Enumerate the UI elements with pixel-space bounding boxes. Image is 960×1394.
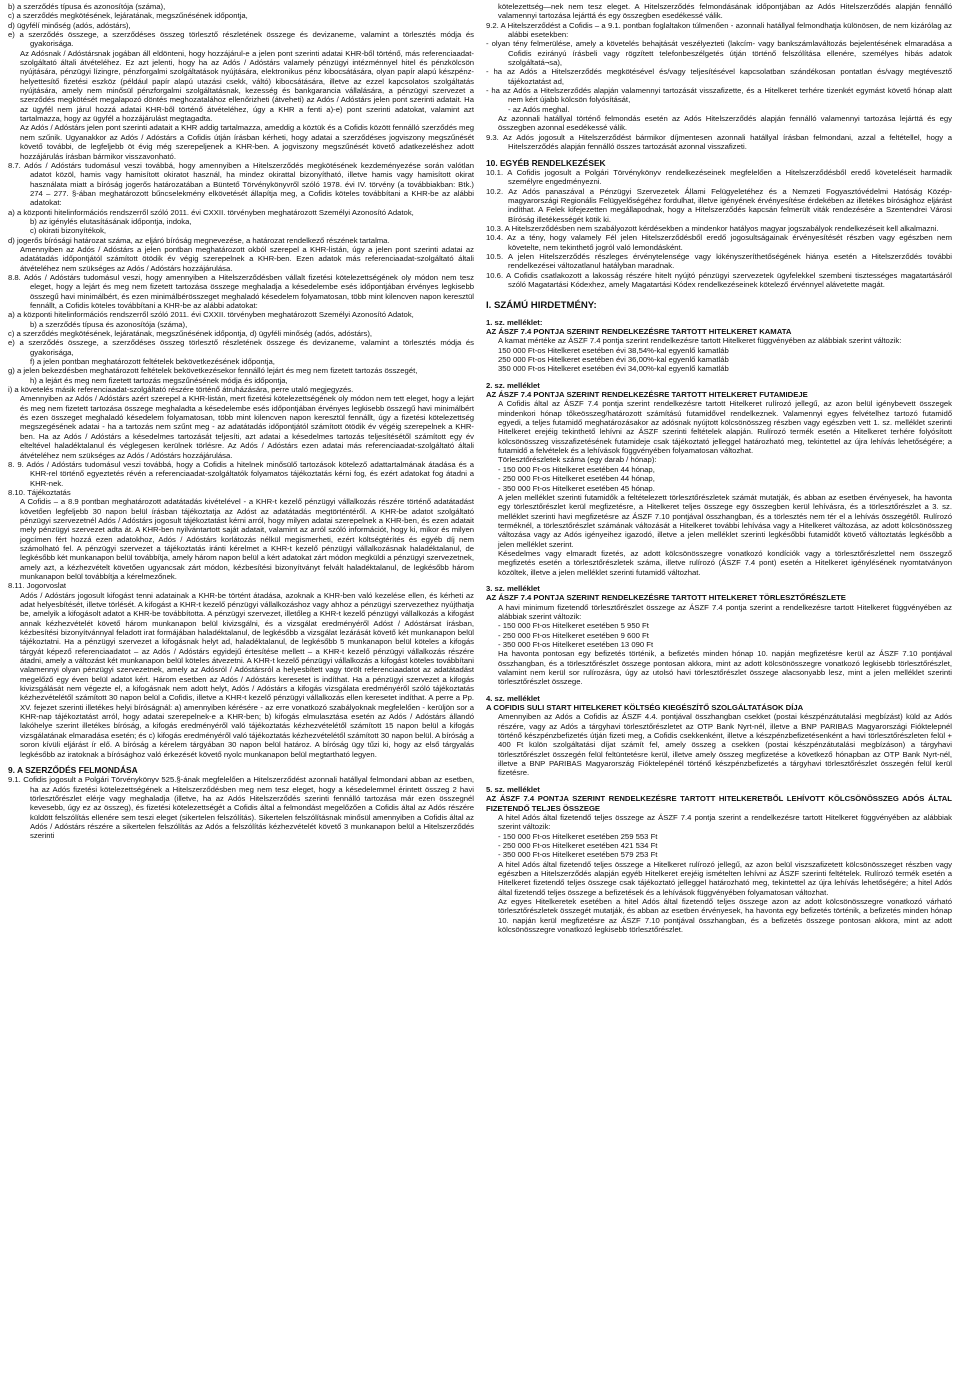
paragraph: Az egyes Hitelkeretek esetében a hitel Adós által fizetendő teljes összege azon az adott kölcsönösszegre vonatkozó várható törlesztőrészletek összegét mutatják, és abban az esetben érvényesek, ha havonta egy befizetés történik, a befizetés minden hónap 10. napján kerül megfizetésre az ÁSZF 7.10 pontjával összhangban, és a befizetés összege pontosan akkora, mint az adott kölcsönösszegre vonatkozó legkisebb törlesztőrészlet. [498,896,952,934]
paragraph: I. SZÁMÚ HIRDETMÉNY: [486,300,597,312]
paragraph: - ha az Adós a Hitelszerződés alapján valamennyi tartozását visszafizette, és a Hitelkeret terhére tizenkét egymást követő hónap alatt nem kért újabb kölcsön folyósítását, [486,86,952,105]
paragraph: - 250 000 Ft-os Hitelkeret esetében 44 hónap, [498,474,655,484]
paragraph: Késedelmes vagy elmaradt fizetés, az adott kölcsönösszegre vonatkozó kondíciók vagy a törlesztőrészlettel nem összegző megfizetés esetén a törlesztőrészletek száma, illetve rulírozó (ÁSZF 7.4 pont) esetén a Hitelkeret igénylésének nyomtatványon közöltek, illetve a jelen melléklet szerinti futamidő változhat. [498,548,952,577]
paragraph: AZ ÁSZF 7.4 PONTJA SZERINT RENDELKEZÉSRE TARTOTT HITELKERET TÖRLESZTŐRÉSZLETE [486,593,846,603]
paragraph: 8.8. Adós / Adóstárs tudomásul veszi, hogy amennyiben a Hitelszerződésben vállalt fizetési kötelezettségének oly módon nem tesz eleget, hogy a lejárt és meg nem fizetett tartozása összege meghaladja a késedelembe esés időpontjában érvényes legkisebb összegű havi minimálbért, és ezen minimálbérösszeget meghaladó késedelem folyamatosan, több mint kilencven napon keresztül fennállt, a Cofidis köteles továbbítani a KHR-be az alábbi adatokat: [8,272,474,310]
paragraph: 8. 9. Adós / Adóstárs tudomásul veszi továbbá, hogy a Cofidis a hitelnek minősülő tartozások kötelező adattartalmának átadása és a KHR-rel történő egyeztetés révén a referenciaadat-szolgáltatók folyamatos tájékoztatás kérni fog, és ezért adatokat fog átadni a KHR-nek. [8,459,474,488]
paragraph: 10.2. Az Adós panaszával a Pénzügyi Szervezetek Állami Felügyeletéhez és a Nemzeti Fogyasztóvédelmi Hatóság Közép-magyarországi Regionális Felügyelőségéhez fordulhat, illetve igényének érvényesítése érdekében az illetékes bírósághoz eljárást indíthat. A Felek kifejezetten megállapodnak, hogy a Hitelszerződés kapcsán felmerült viták rendezésére a Szentendrei Városi Bíróság illetékességét kötik ki. [486,186,952,224]
paragraph: c) okirati bizonyítékok, [30,226,107,236]
paragraph: 9. A SZERZŐDÉS FELMONDÁSA [8,764,138,775]
paragraph: - az Adós meghal. [508,104,570,114]
paragraph: 9.1. Cofidis jogosult a Polgári Törvénykönyv 525.§-ának megfelelően a Hitelszerződést azonnali hatállyal felmondani abban az esetben, ha az Adós fizetési kötelezettségének a Hitelszerződésben meg nem tesz eleget, hogy a késedelemmel érintett összeg 2 havi törlesztőrészlet elérje vagy meghaladja (illetve, ha az Adós Hitelszerződés szerinti fennálló tartozása már ezen összegnél kevesebb, úgy ez az összeg), és fizetési kötelezettségét a Cofidis által a felmondást megelőzően a Cofidis által az Adós részére küldött felszólítás ellenére sem teszi eleget (sikertelen felszólítás). Sikertelen felszólításnak minősül amennyiben a Cofidis által az Adós / Adóstárs részére a sikertelen felszólítás az Adós a felszólítás kézhezvételét követő 3 munkanapon belül a Hitelszerződés szerinti [8,775,474,841]
paragraph: a) a központi hitelinformációs rendszerről szóló 2011. évi CXXII. törvényben meghatározott Személyi Azonosító Adatok, [8,207,414,217]
paragraph: d) jogerős bírósági határozat száma, az eljáró bíróság megnevezése, a határozat rendelkező részének tartalma. [8,235,390,245]
paragraph: 8.10. Tájékoztatás [8,487,71,497]
paragraph: 350 000 Ft-os Hitelkeret esetében évi 34,00%-kal egyenlő kamatláb [498,364,729,374]
paragraph: 10.5. A jelen Hitelszerződés részleges érvénytelensége vagy kikényszeríthetőségének hiánya esetén a Hitelszerződés további rendelkezései változatlanul hatályban maradnak. [486,251,952,271]
left-column [8,2,474,1392]
paragraph: Az Adósnak / Adóstársnak jogában áll eldönteni, hogy hozzájárul-e a jelen pont szerinti adatai KHR-ből történő, más referenciaadat-szolgáltató általi átvételéhez. Ez azt jelenti, hogy ha az Adós / Adóstárs valamely pénzügyi intézménnyel hitel és pénzkölcsön nyújtására, pénzügyi lízingre, pénzforgalmi szolgáltatások nyújtására, elektronikus pénz kibocsátására, olyan papír alapú készpénz-helyettesítő fizetési eszköz (például papír alapú utazási csekk, váltó) kibocsátására, illetve az ezzel kapcsolatos szolgáltatás nyújtására, amely nem minősül pénzforgalmi szolgáltatásnak, kezesség és bankgarancia vállalására, a pénzügyi szervezet a szerződés megkötését megalapozó döntés meghozatalához ellenőrizheti (átveheti) az Adós / Adóstárs jelen pont szerinti adatait. Ha az ügyfél nem járul hozzá adatai KHR-ből történő átvételéhez, úgy a KHR a fenti a)-e) pont szerinti adatokat, valamint azt tartalmazza, hogy az ügyfél a hozzájárulást megtagadta. [20,48,474,124]
paragraph: c) a szerződés megkötésének, lejáratának, megszűnésének időpontja, d) ügyféli minőség (adós, adóstárs), [8,329,373,339]
paragraph: - 250 000 Ft-os Hitelkeret esetében 9 600 Ft [498,630,649,640]
paragraph: Az azonnali hatállyal történő felmondás esetén az Adós Hitelszerződés alapján fennálló valamennyi tartozása lejárttá és egy összegben azonnal esedékessé válik. [498,114,952,133]
paragraph: 5. sz. melléklet [486,784,540,794]
paragraph: a) a központi hitelinformációs rendszerről szóló 2011. évi CXXII. törvényben meghatározott Személyi Azonosító Adatok, [8,310,414,320]
paragraph: Adós / Adóstárs jogosult kifogást tenni adatainak a KHR-be történt átadása, azoknak a KHR-ben való kezelése ellen, és kérheti az adat helyesbítését, illetve törlését. A kifogást a KHR-t kezelő pénzügyi vállalkozáshoz vagy ahhoz a pénzügyi szervezethez nyújthatja be, amelyik a kifogásolt adatot a KHR-be továbbította. A pénzügyi szervezet, illetőleg a KHR-t kezelő pénzügyi vállalkozás a kifogást annak kézhezvételét követő három munkanapon belül kivizsgálni, és a vizsgálat eredményéről Adóst / Adóstársat írásban, kézbesítési bizonyítvánnyal feladott irat formájában haladéktalanul, de legkésőbb a vizsgálat lezárását követő két munkanapon belül tájékoztatni. Ha a pénzügyi szervezet a kifogásnak helyt ad, haladéktalanul, de legkésőbb 5 munkanapon belül köteles a kifogás tárgyát képező referenciaadatot – az Adós / Adóstárs egyidejű értesítése mellett – a KHR-t kezelő pénzügyi vállalkozás részére átadni, amely a változást két munkanapon belül köteles átvezetni. A KHR-t kezelő pénzügyi vállalkozás a kifogást köteles továbbítani valamennyi olyan pénzügyi szervezetnek, amely az Adósról / Adóstársról a helyesbített vagy törölt referenciaadatot az adatátadást megelőző egy éven belül adatot kért. Három esetben az Adós / Adóstárs keresetet is indíthat. Ha a pénzügyi szervezet a kifogás kivizsgálását nem végezte el, a kifogásnak nem adott helyt, Adós / Adóstárs a kifogás vizsgálata eredményéről szóló tájékoztatás kézhezvételétől számított 30 napon belül a Cofidis, illetve a KHR-t kezelő pénzügyi vállalkozás ellen keresetet indíthat. A perre a Pp. XV. fejezet szerinti illetékes helyi bíróságnál: a) amennyiben kérésére - az erre vonatkozó szabályoknak megfelelően - kerüljön sor a KHR-nap tájékoztatást arról, hogy adatai szerepelnek-e a KHR-ben; b) kifogás elmulasztása esetén az Adós / Adóstárs állandó lakóhelye szerint illetékes bíróság, a kifogás eredményéről való tájékoztatás kézhezvételétől számított 15 napon belül a kifogás vizsgálatának elmaradása esetén; és c) kifogás eredményéről való tájékoztatás kézhezvételétől számított 30 napon belül. A bíróság a soron kívüli eljárást ír elő. A bíróság a kérelem tárgyában 30 napon belül határoz. A bíróság ügy tűzi ki, hogy az első tárgyalás legkésőbb az iratoknak a bírósághoz való érkezését követő nyolc munkanapon belül megtartható legyen. [20,590,474,759]
paragraph: - 350 000 Ft-os Hitelkeret esetében 45 hónap. [498,483,655,493]
paragraph: Amennyiben az Adós a Cofidis az ÁSZF 4.4. pontjával összhangban csekket (postai készpénzátutalási megbízást) küld az Adós részére, vagy az Adós a tárgyhavi törlesztőrészletet az OTP Bank Nyrt-nél, illetve a BNP PARIBAS Magyarországi Fióktelepnél történő készpénzbefizetés útján fizeti meg, a Cofidis csekkenként, illetve a készpénzbefizetésenként a havi törlesztőrészleten felül + 400 Ft külön szolgáltatási díjat számít fel, amely összeg a csekken (postai készpénzátutalási megbízáson) a tárgyhavi törlesztőrészlet összegén felül feltüntetésre kerül, illetve amely összeg megfizetése a következő hónapban az OTP Bank Nyrt-nél, illetve a BNP PARIBAS Magyarország Fióktelepénél történő készpénzbefizetés a tárgyhavi törlesztőrészlet összegén felül kerül fizetésre. [498,712,952,778]
paragraph: Az Adós / Adóstárs jelen pont szerinti adatait a KHR addig tartalmazza, ameddig a köztük és a Cofidis között fennálló szerződés meg nem szűnik. Ugyanakkor az Adós / Adóstárs a Cofidis útján írásban kérheti, hogy adatai a szerződéses jogviszony megszűnését követő további, de legfeljebb öt évig még szerepeljenek a KHR-ben. A jogviszony megszűnését követő adatkezeléshez adott hozzájárulás írásban bármikor visszavonható. [20,123,474,161]
paragraph: - 350 000 Ft-os Hitelkeret esetében 13 090 Ft [498,640,654,649]
paragraph: A hitel Adós által fizetendő teljes összege a Hitelkeret rulírozó jellegű, az azon belül viszszafizetett kölcsönösszeget részben vagy egészben a Hitelszerződés alapján egyéb Hitelkeret erejéig ismételten lehívni az ÁSZF szerinti feltételek. Rulírozó termék esetén a Hitelkeret fizetendő teljes összege csak tájékoztató jelleggel határozható meg, tekintettel az újra lehívás lehetőségére; a hitel Adós által fizetendő teljes összege a befizetések és a lehívások függvényében folyamatosan változhat. [498,859,952,897]
paragraph: f) a jelen pontban meghatározott feltételek bekövetkezésének időpontja, [30,357,275,367]
paragraph: e) a szerződés összege, a szerződéses összeg törlesztő részletének összege és devizaneme, valamint a törlesztés módja és gyakorisága. [8,30,474,49]
paragraph: A COFIDIS SULI START HITELKERET KÖLTSÉG KIEGÉSZÍTŐ SZOLGÁLTATÁSOK DÍJA [486,703,804,713]
paragraph: - 350 000 Ft-os Hitelkeret esetében 579 253 Ft [498,850,658,860]
paragraph: Amennyiben az Adós / Adóstárs a jelen pontban meghatározott okból szerepel a KHR-listán, úgy a jelen pont szerinti adatai az adatátadás időpontjától számított ötödik év végig szerepelnek a KHR-ben. Ezen adatok más referenciaadat-szolgáltató általi átvételéhez nem szükséges az Adós / Adóstárs hozzájárulása. [20,244,474,273]
paragraph: - olyan tény felmerülése, amely a követelés behajtását veszélyezteti (lakcím- vagy bankszámlaváltozás bejelentésének elmaradása a Cofidis ezirányú írásbeli vagy rögzített telefonbeszélgetés útján történő felszólítása ellenére, személyes hibás adatok szolgáltatá¬sa), [486,39,952,68]
paragraph: 10. EGYÉB RENDELKEZÉSEK [486,157,606,168]
paragraph: A jelen melléklet szerinti futamidők a feltételezett törlesztőrészletek számát mutatják, és abban az esetben érvényesek, ha havonta egy törlesztőrészlet kerül megfizetésre, a Hitelkeret teljes összege egy összegben kerül lehívásra, és a törlesztőrészlet a 3. sz. melléklet szerinti havi megfizetésre az ÁSZF 7.10 pontjával összhangban, és a törlesztés nem tér el a lehívás összegétől. Rulírozó terméknél, a törlesztőrészlet számának változását a Hitelkeret további lehívása vagy a Hitelkeret változása, az adott kölcsönösszeg változása vagy az Adós igényeihez igazodó, illetve a jelen melléklet szerinti legkésőbbi futamidőt követő változtatás legkésőbb a jelen melléklet szerint. [498,492,952,549]
paragraph: AZ ÁSZF 7.4 PONTJA SZERINT RENDELKEZÉSRE TARTOTT HITELKERET KAMATA [486,327,792,336]
paragraph: 150 000 Ft-os Hitelkeret esetében évi 38,54%-kal egyenlő kamatláb [498,345,729,355]
paragraph: - 150 000 Ft-os Hitelkeret esetében 44 hónap, [498,464,655,474]
paragraph: kötelezettség—nek nem tesz eleget. A Hitelszerződés felmondásának időpontjában az Adós Hitelszerződés alapján fennálló valamennyi tartozása lejárttá és egy összegben esedékessé válik. [498,2,952,21]
paragraph: 10.4. Az a tény, hogy valamely Fél jelen Hitelszerződésből eredő jogosultságainak érvényesítését részben vagy egészben nem követelte, nem tekinthető jogról való lemondásként. [486,233,952,252]
paragraph: b) a szerződés típusa és azonosítója (száma), [8,2,166,11]
paragraph: c) a szerződés megkötésének, lejáratának, megszűnésének időpontja, [8,11,248,21]
paragraph: A kamat mértéke az ÁSZF 7.4 pontja szerint rendelkezésre tartott Hitelkeret függvényében az alábbiak szerint változik: [498,336,902,346]
paragraph: 250 000 Ft-os Hitelkeret esetében évi 36,00%-kal egyenlő kamatláb [498,355,729,365]
paragraph: 10.1. A Cofidis jogosult a Polgári Törvénykönyv rendelkezéseinek megfelelően a Hitelszerződésből eredő követeléseit harmadik személyre engedményezni. [486,167,952,187]
paragraph: 4. sz. melléklet [486,693,540,703]
paragraph: 8.11. Jogorvoslat [8,581,66,591]
paragraph: A Cofidis által az ÁSZF 7.4 pontja szerint rendelkezésre tartott Hitelkeret rulírozó jellegű, az azon belül igénybevett összegek mindenkori hónap tőkeösszeg/határozott számítású futamidővel rendelkeznek. Valamennyi egyes felvételhez tartozó futamidő egyedi, a teljes futamidő meghatározásakor az adósnak nyújtott kölcsönösszeg részben vagy egészben vett 1. sz. melléklet szerinti Hitelkeret erejéig tekinthető lehívni az ÁSZF szerinti feltételek alapján. Rulírozó termék esetén a Hitelkeret terhére folyósított kölcsönösszeg visszafizetésének futamideje csak tájékoztató jelleggel határozható meg, tekintettel az újra lehívás lehetőségére; a futamidő a felvételek és a lehívások függvényében folyamatosan változhat. [498,399,952,456]
paragraph: AZ ÁSZF 7.4 PONTJA SZERINT RENDELKEZÉSRE TARTOTT HITELKERETBŐL LEHÍVOTT KÖLCSÖNÖSSZEG ADÓS ÁLTAL FIZETENDŐ TELJES ÖSSZEGE [486,794,952,813]
paragraph: i) a követelés másik referenciaadat-szolgáltató részére történő átruházására, perre utaló megjegyzés. [8,385,354,395]
paragraph: b) az igénylés elutasításának időpontja, indoka, [30,216,192,226]
paragraph: b) a szerződés típusa és azonosítója (száma), [30,319,188,329]
paragraph: g) a jelen bekezdésben meghatározott feltételek bekövetkezésekor fennálló lejárt és meg nem fizetett tartozás összegét, [8,366,418,376]
paragraph: Ha havonta pontosan egy befizetés történik, a befizetés minden hónap 10. napján megfizetésre kerül az ÁSZF 7.10 pontjával összhangban, és a törlesztőrészlet összege pontosan akkora, mint az adott kölcsönösszegre vonatkozó legkisebb törlesztőrészlet, valamint nem kerül sor rulírozásra, úgy az utolsó havi törlesztőrészlet összege alacsonyabb lesz, mint a jelen melléklet szerinti törlesztőrészlet összege. [498,649,952,687]
paragraph: 2. sz. melléklet [486,380,540,390]
paragraph: AZ ÁSZF 7.4 PONTJA SZERINT RENDELKEZÉSRE TARTOTT HITELKERET FUTAMIDEJE [486,390,808,400]
paragraph: e) a szerződés összege, a szerződéses összeg törlesztő részletének összege és devizaneme, valamint a törlesztés módja és gyakorisága, [8,338,474,357]
paragraph: - 250 000 Ft-os Hitelkeret esetében 421 534 Ft [498,840,658,850]
paragraph: Amennyiben az Adós / Adóstárs azért szerepel a KHR-listán, mert fizetési kötelezettségének oly módon nem tett eleget, hogy a lejárt és meg nem fizetett tartozása összege meghaladta a késedelembe esés időpontjában érvényes legkisebb összegű havi minimálbért és ezen összeget meghaladó késedelem folyamatosan, több mint kilencven napon keresztül fennállt, úgy a fizetési kötelezettség megszegésének adatai - ha a tartozás nem szűnt meg - az adatátadás időpontjától számított ötödik év végéig szerepelnek a KHR-ben. Ha az Adós / Adóstárs a késedelmes tartozását teljesíti, azt adatai a késedelmes tartozás teljesítésétől számított egy év elteltével haladéktalanul és véglegesen kerülnek törlésre. Az Adós / Adóstárs ezen adatai más referenciaadat-szolgáltató általi átvételéhez nem szükséges az Adós / Adóstárs hozzájárulása. [20,394,474,460]
paragraph: 9.2. A Hitelszerződést a Cofidis – a 9.1. pontban foglaltakon túlmenően - azonnali hatállyal felmondhatja különösen, de nem kizárólag az alábbi esetekben: [486,20,952,40]
paragraph: - ha az Adós a Hitelszerződés megkötésével és/vagy teljesítésével kapcsolatban szándékosan pontatlan és/vagy megtévesztő tájékoztatást ad, [486,67,952,86]
paragraph: - 150 000 Ft-os Hitelkeret esetében 259 553 Ft [498,831,658,841]
paragraph: 1. sz. melléklet: [486,317,543,327]
paragraph: 3. sz. melléklet [486,583,540,593]
paragraph: 8.7. Adós / Adóstárs tudomásul veszi továbbá, hogy amennyiben a Hitelszerződés megkötésének kezdeményezése során valótlan adatot közöl, hamis vagy hamisított okiratot használ, ha mindez okirattal bizonyítható, illetve hamis vagy hamisított okirat használata miatt a bíróság jogerős határozatában a Büntető Törvénykönyvről szóló 1978. évi IV. törvény (a továbbiakban: Btk.) 274 – 277. §-ában meghatározott bűncselekmény elkövetését állapítja meg, a Cofidis köteles továbbítani a KHR-be az alábbi adatokat: [8,160,474,208]
paragraph: A havi minimum fizetendő törlesztőrészlet összege az ÁSZF 7.4 pontja szerint a rendelkezésre tartott Hitelkeret függvényében az alábbiak szerint változik: [498,602,952,621]
paragraph: 10.3. A Hitelszerződésben nem szabályozott kérdésekben a mindenkor hatályos magyar jogszabályok rendelkezéseit kell alkalmazni. [486,223,939,233]
right-column [486,2,952,1392]
paragraph: 9.3. Az Adós jogosult a Hitelszerződést bármikor díjmentesen azonnali hatállyal írásban felmondani, azzal a feltétellel, hogy a Hitelszerződés alapján fennálló összes tartozását azonnal visszafizeti. [486,132,952,152]
paragraph: d) ügyfélí minőség (adós, adóstárs), [8,20,131,30]
paragraph: - 150 000 Ft-os Hitelkeret esetében 5 950 Ft [498,621,649,631]
paragraph: Törlesztőrészletek száma (egy darab / hónap): [498,455,657,465]
paragraph: h) a lejárt és meg nem fizetett tartozás megszűnésének módja és időpontja, [30,375,288,385]
paragraph: A hitel Adós által fizetendő teljes összege az ÁSZF 7.4 pontja szerint a rendelkezésre tartott Hitelkeret függvényében az alábbiak szerint változik: [498,812,952,832]
paragraph: A Cofidis – a 8.9 pontban meghatározott adatátadás kivételével - a KHR-t kezelő pénzügyi vállalkozás részére történő adatátadást követően legfeljebb 30 napon belül írásban tájékoztatja az Adóst az adatátadás megtörténtéről. A KHR-be adatot szolgáltató pénzügyi szervezetnél Adós / Adóstárs jogosult tájékoztatást kérni arról, hogy milyen adatai szerepelnek a KHR-ben, és ezen adatait mely pénzügyi szervezet adta át. A KHR-ben nyilvántartott saját adatait, valamint az arról szóló információt, hogy ki, mikor és milyen jogcímen fért hozzá ezen adatokhoz, Adós / Adóstárs korlátozás nélkül megismerheti, ezért költségtérítés és egyéb díj nem számolható fel. A pénzügyi szervezet a tájékoztatás iránti kérelmet a KHR-t kezelő pénzügyi vállalkozásnak haladéktalanul, de legkésőbb két munkanapon belül továbbítja, amely három napon belül a kért adatokat zárt módon megküldi a pénzügyi szervezetnek, amely azt, a kézhezvételt követően ugyancsak zárt módon, kézbesítési bizonyítványt felvált haladéktalanul, de legkésőbb három munkanapon belül továbbítja a kérelmezőnek. [20,497,474,581]
paragraph: 10.6. A Cofidis csatlakozott a lakosság részére hitelt nyújtó pénzügyi szervezetek ügyfelekkel szembeni tisztességes magatartásáról szóló Magatartási Kódexhez, amely Magatartási Kódex rendelkezéseinek kötelező érvénnyel alávetette magát. [486,270,952,289]
